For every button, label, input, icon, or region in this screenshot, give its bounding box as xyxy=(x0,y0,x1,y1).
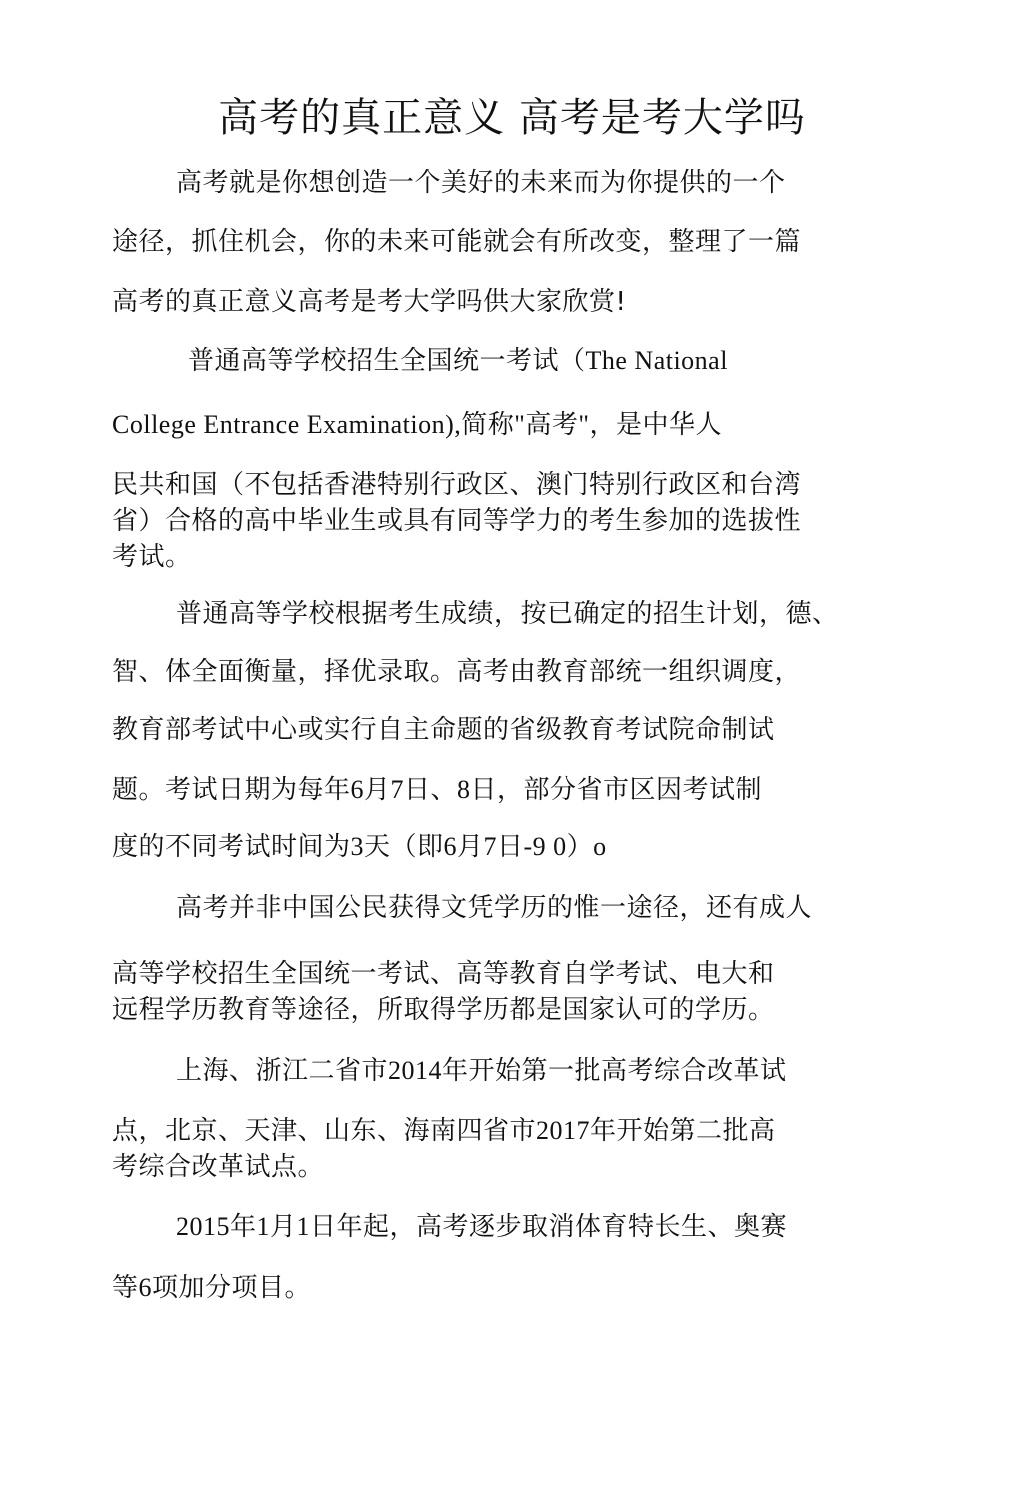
paragraph-line: 民共和国（不包括香港特别行政区、澳门特别行政区和台湾 xyxy=(112,470,802,500)
paragraph-line: 高等学校招生全国统一考试、高等教育自学考试、电大和 xyxy=(112,959,775,989)
paragraph-line: 普通高等学校根据考生成绩，按已确定的招生计划，德、 xyxy=(176,599,839,629)
paragraph-line: 智、体全面衡量，择优录取。高考由教育部统一组织调度， xyxy=(112,657,802,687)
paragraph-line: 高考就是你想创造一个美好的未来而为你提供的一个 xyxy=(176,168,786,198)
paragraph-line: 普通高等学校招生全国统一考试（The National xyxy=(188,346,728,375)
paragraph-line: 上海、浙江二省市2014年开始第一批高考综合改革试 xyxy=(176,1056,787,1085)
paragraph-line: 考试。 xyxy=(112,542,192,572)
paragraph-line: 高考并非中国公民获得文凭学历的惟一途径，还有成人 xyxy=(176,893,813,923)
paragraph-line: College Entrance Examination),简称"高考"，是中华人 xyxy=(112,410,722,439)
paragraph-line: 途径，抓住机会，你的未来可能就会有所改变，整理了一篇 xyxy=(112,227,802,257)
paragraph-line: 点，北京、天津、山东、海南四省市2017年开始第二批高 xyxy=(112,1116,776,1145)
paragraph-line: 2015年1月1日年起，高考逐步取消体育特长生、奥赛 xyxy=(176,1212,788,1241)
paragraph-line: 题。考试日期为每年6月7日、8日，部分省市区因考试制 xyxy=(112,775,763,804)
paragraph-line: 等6项加分项目。 xyxy=(112,1273,312,1302)
paragraph-line: 省）合格的高中毕业生或具有同等学力的考生参加的选拔性 xyxy=(112,506,802,536)
paragraph-line: 考综合改革试点。 xyxy=(112,1152,325,1182)
paragraph-line: 高考的真正意义高考是考大学吗供大家欣赏! xyxy=(112,287,627,317)
paragraph-line: 度的不同考试时间为3天（即6月7日-9 0）o xyxy=(112,832,607,861)
paragraph-line: 远程学历教育等途径，所取得学历都是国家认可的学历。 xyxy=(112,995,775,1025)
paragraph-line: 教育部考试中心或实行自主命题的省级教育考试院命制试 xyxy=(112,715,775,745)
document-title: 高考的真正意义 高考是考大学吗 xyxy=(218,95,806,141)
